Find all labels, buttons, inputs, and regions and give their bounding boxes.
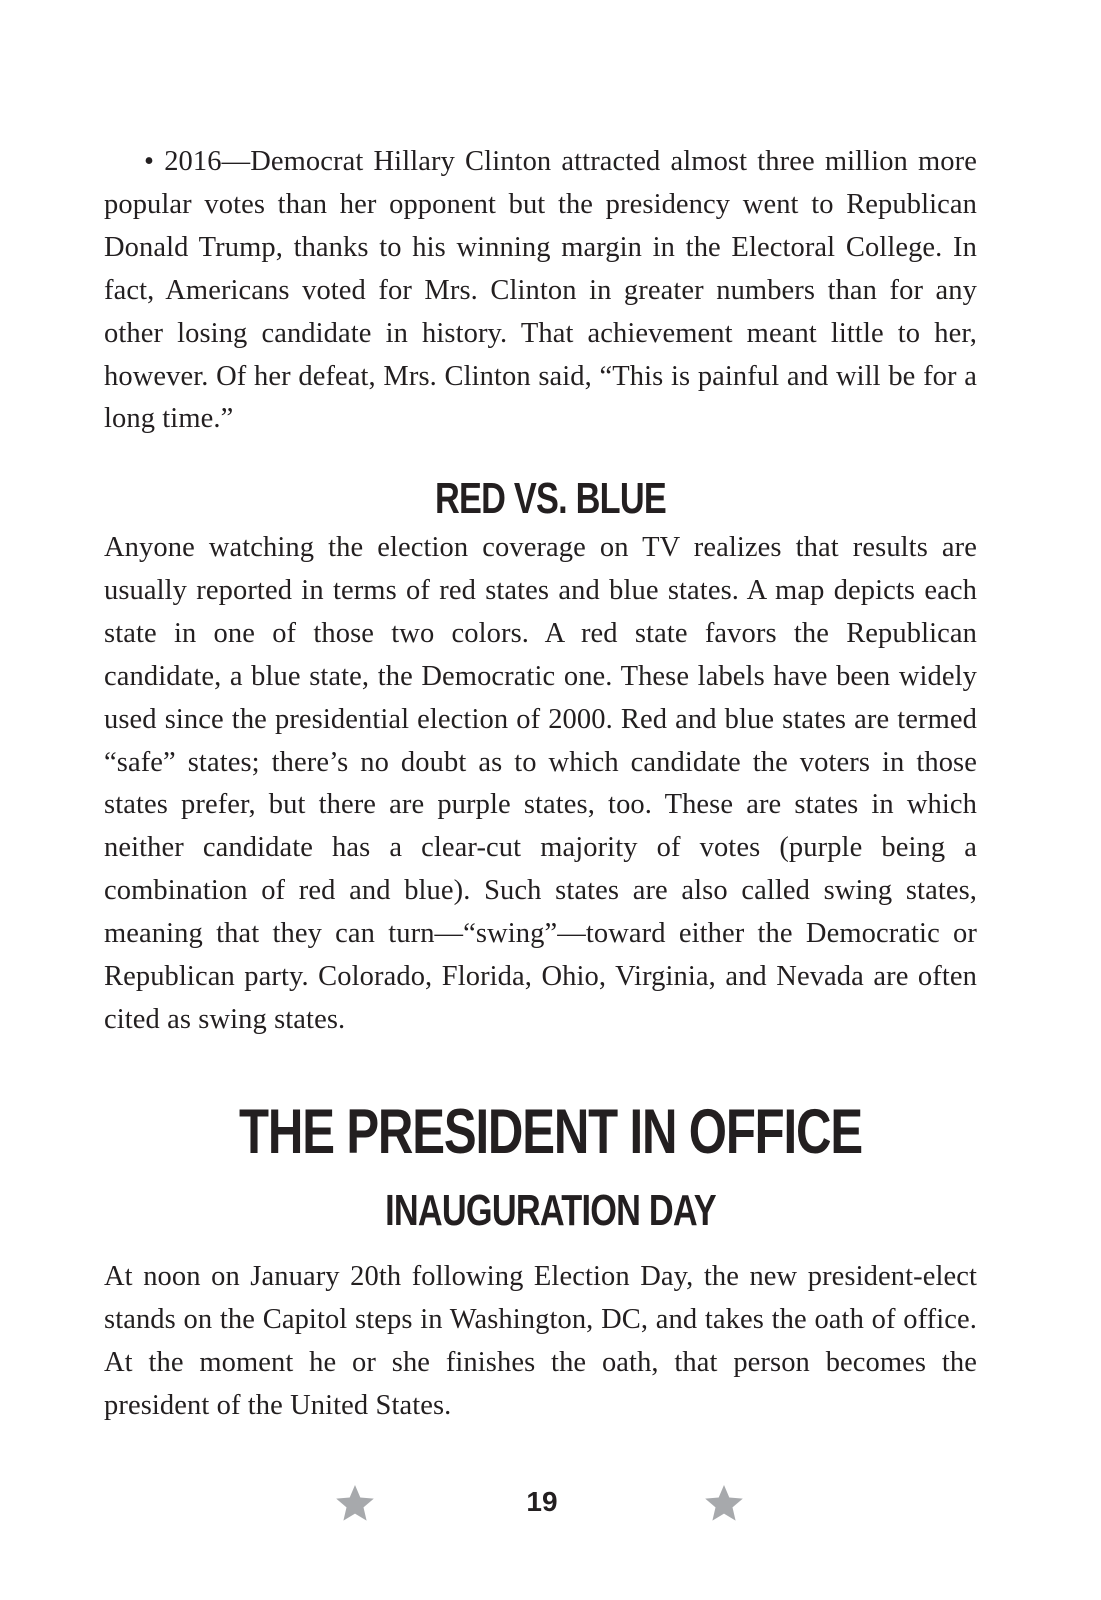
star-icon (704, 1483, 744, 1523)
subheading-red-vs-blue: RED VS. BLUE (435, 474, 666, 523)
star-icon (335, 1483, 375, 1523)
subheading-inauguration-day: INAUGURATION DAY (385, 1186, 716, 1235)
page-footer (0, 1475, 1101, 1531)
section-title: THE PRESIDENT IN OFFICE (239, 1097, 862, 1167)
page-number: 19 (526, 1486, 558, 1517)
bullet-paragraph-2016: • 2016—Democrat Hillary Clinton attracted almost three million more popular votes than her opponent but the presidency went to Republican Donald Trump, thanks to his winning margin in the Electoral College. In fact, Americans voted for Mrs. Clinton in greater numbers than for any other losing candidate in history. That achievement meant little to her, however. Of her defeat, Mrs. Clinton said, “This is painful and will be for a long time.” (104, 146, 977, 435)
paragraph-inauguration-day: At noon on January 20th following Election Day, the new president-elect stands on the Capitol steps in Washington, DC, and takes the oath of office. At the moment he or she finishes the oath, that person becomes the president of the United States. (104, 1261, 977, 1421)
paragraph-red-vs-blue: Anyone watching the election coverage on TV realizes that results are usually reported in terms of red states and blue states. A map depicts each state in one of those two colors. A red state favors the Republican candidate, a blue state, the Democratic one. These labels have been widely used since the presidential election of 2000. Red and blue states are termed “safe” states; there’s no doubt as to which candidate the voters in those states prefer, but there are purple states, too. These are states in which neither candidate has a clear-cut majority of votes (purple being a combination of red and blue). Such states are also called swing states, meaning that they can turn—“swing”—toward either the Democratic or Republican party. Colorado, Florida, Ohio, Virginia, and Nevada are often cited as swing states. (104, 532, 977, 1035)
